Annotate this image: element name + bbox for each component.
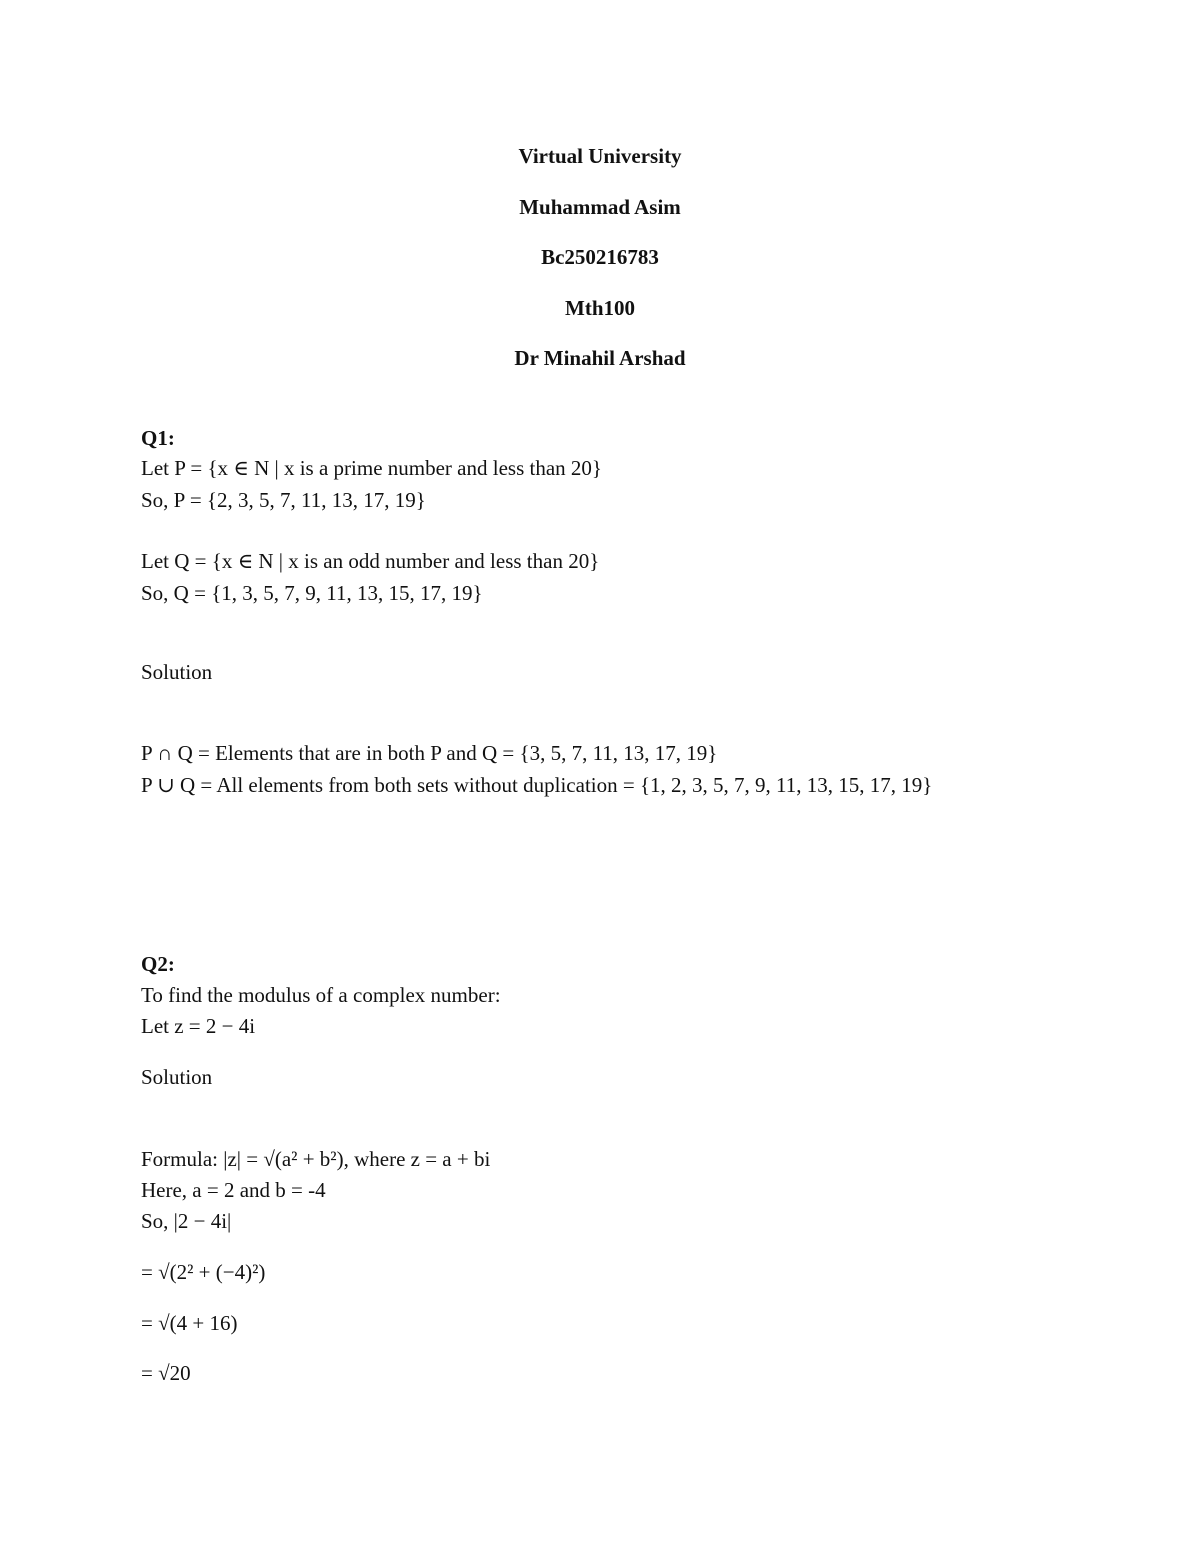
q2-intro: To find the modulus of a complex number: <box>141 983 501 1007</box>
q2-label: Q2: <box>141 952 175 976</box>
q2-solution-label: Solution <box>141 1065 213 1089</box>
student-name: Muhammad Asim <box>519 195 681 219</box>
q2-step-1: = √(2² + (−4)²) <box>141 1260 266 1284</box>
q1-set-p-elements: So, P = {2, 3, 5, 7, 11, 13, 17, 19} <box>141 488 426 512</box>
q1-intersection: P ∩ Q = Elements that are in both P and Q = {3, 5, 7, 11, 13, 17, 19} <box>141 741 718 765</box>
student-id: Bc250216783 <box>541 245 659 269</box>
instructor-name: Dr Minahil Arshad <box>514 346 686 370</box>
course-code: Mth100 <box>565 296 635 320</box>
q1-set-q-definition: Let Q = {x ∈ N | x is an odd number and less than 20} <box>141 549 600 573</box>
q2-step-2: = √(4 + 16) <box>141 1311 238 1335</box>
q2-step-3: = √20 <box>141 1361 191 1385</box>
q2-formula: Formula: |z| = √(a² + b²), where z = a + bi <box>141 1147 491 1171</box>
q1-solution-label: Solution <box>141 660 213 684</box>
q1-set-q-elements: So, Q = {1, 3, 5, 7, 9, 11, 13, 15, 17, 19} <box>141 581 483 605</box>
q1-set-p-definition: Let P = {x ∈ N | x is a prime number and less than 20} <box>141 456 602 480</box>
q1-union: P ∪ Q = All elements from both sets without duplication = {1, 2, 3, 5, 7, 9, 11, 13, 15, 17, 19} <box>141 773 933 797</box>
q2-values: Here, a = 2 and b = -4 <box>141 1178 326 1202</box>
q2-so: So, |2 − 4i| <box>141 1209 232 1233</box>
q1-label: Q1: <box>141 426 175 450</box>
q2-let-z: Let z = 2 − 4i <box>141 1014 256 1038</box>
university-name: Virtual University <box>518 144 682 168</box>
